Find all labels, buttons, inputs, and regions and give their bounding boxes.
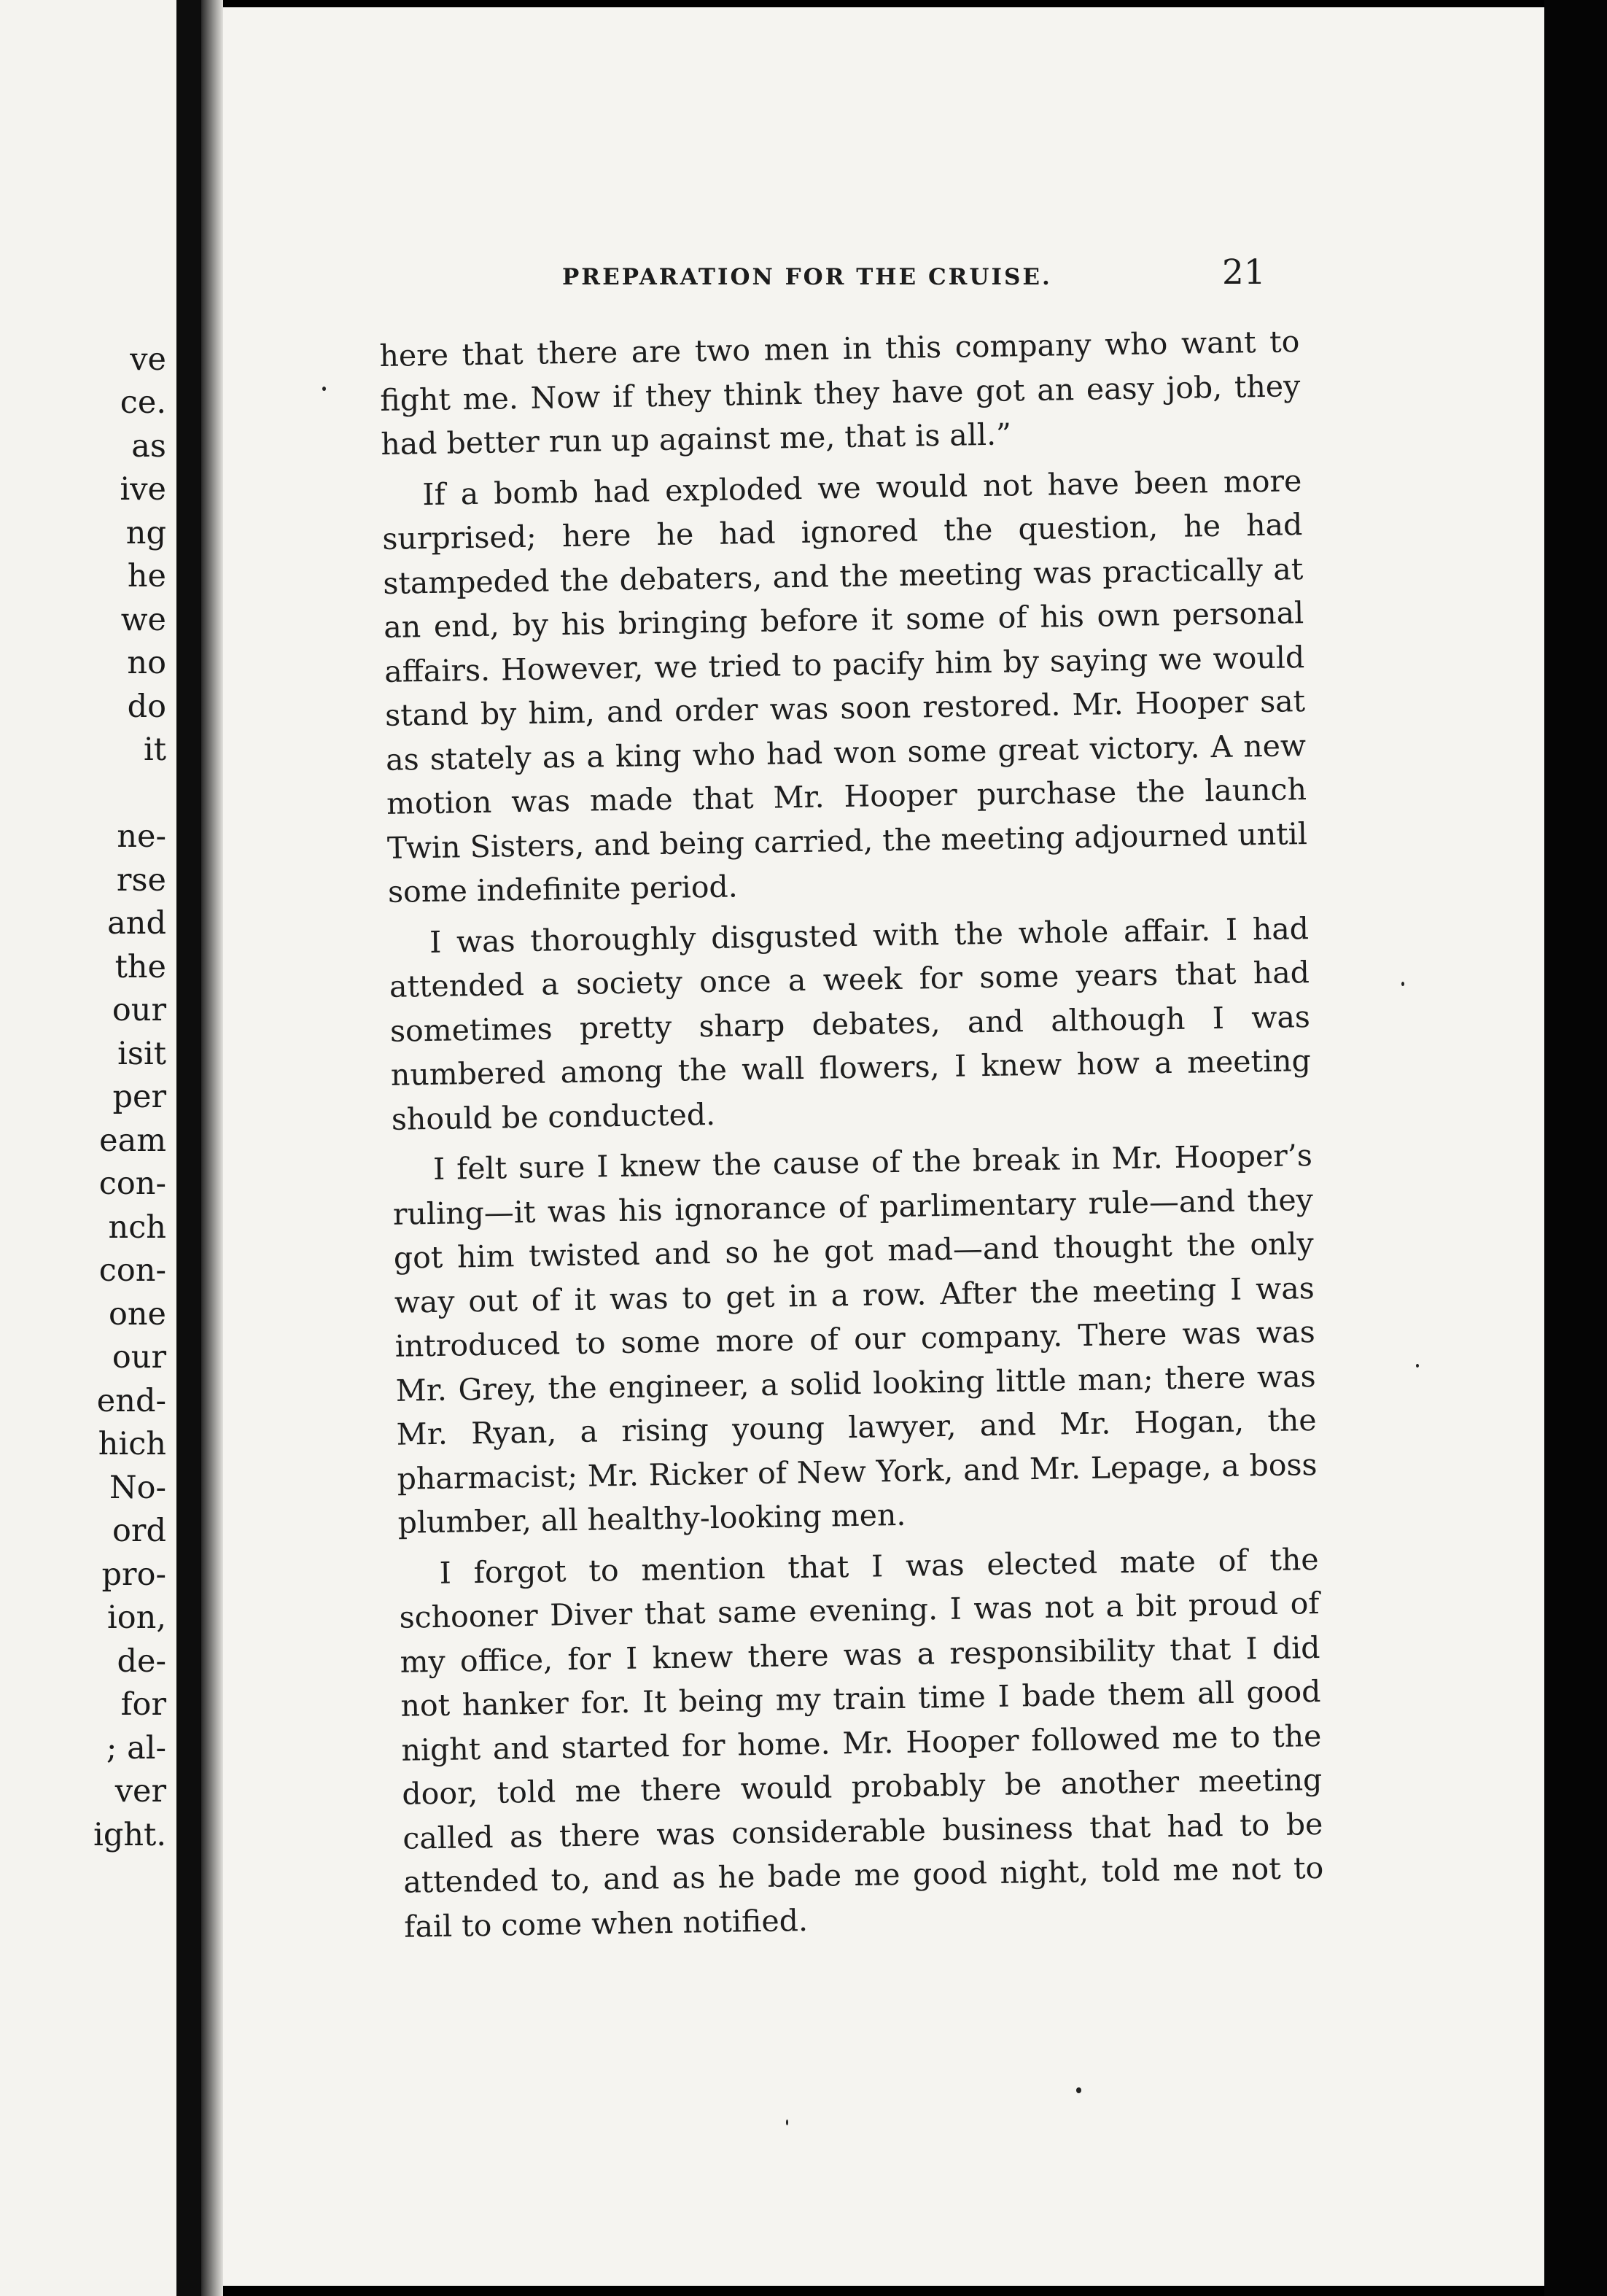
left-line-fragment: it xyxy=(143,732,166,768)
left-line-fragment: for xyxy=(120,1686,166,1723)
left-page-fragment xyxy=(0,0,176,2296)
left-line-fragment: con- xyxy=(98,1252,166,1289)
left-line-fragment: ; al- xyxy=(106,1730,166,1766)
book-page xyxy=(223,7,1544,2286)
scan-speck xyxy=(1076,2087,1081,2093)
left-line-fragment: ve xyxy=(130,341,166,378)
left-line-fragment: ion, xyxy=(106,1599,166,1636)
left-line-fragment: one xyxy=(108,1296,166,1333)
gutter-shadow xyxy=(201,0,223,2296)
left-line-fragment: and xyxy=(107,905,166,942)
left-line-fragment: as xyxy=(131,428,166,465)
paragraph: I felt sure I knew the cause of the break in Mr. Hooper’s ruling—it was his ignorance of parlimentary rule—and they got him twisted and so he got mad—and thought the only way out of it was to get in a row. After the meeting I was introduced to some more of our company. There was was Mr. Grey, the engineer, a solid looking little man; there was Mr. Ryan, a rising young lawyer, and Mr. Hogan, the pharmacist; Mr. Ricker of New York, and Mr. Lepage, a boss plumber, all healthy-looking men. xyxy=(392,1138,1318,1540)
book-gutter xyxy=(176,0,201,2296)
left-line-fragment: ord xyxy=(112,1513,166,1549)
left-line-fragment: ce. xyxy=(120,384,166,421)
left-line-fragment: do xyxy=(127,689,166,725)
paragraph: If a bomb had exploded we would not have been more surprised; here he had ignored the question, he had stampeded the debaters, and the meeting was practically at an end, by his bringing before it some of his own personal affairs. However, we tried to pacify him by saying we would stand by him, and order was soon restored. Mr. Hooper sat as stately as a king who had won some great victory. A new motion was made that Mr. Hooper purchase the launch Twin Sisters, and being carried, the meeting adjourned until some indefinite period. xyxy=(382,462,1308,910)
left-line-fragment: the xyxy=(114,949,166,985)
left-line-fragment: eam xyxy=(99,1122,166,1159)
left-line-fragment: our xyxy=(112,1339,166,1376)
paragraph: I forgot to mention that I was elected mate of the schooner Diver that same evening. I was not a bit proud of my office, for I knew there was a responsibility that I did not hanker for. It being my train time I bade them all good night and started for home. Mr. Hooper followed me to the door, told me there would probably be another meeting called as there was considerable business that had to be attended to, and as he bade me good night, told me not to fail to come when notified. xyxy=(399,1541,1324,1944)
scan-border xyxy=(1544,0,1607,2296)
left-line-fragment: No- xyxy=(109,1470,166,1506)
left-line-fragment: ng xyxy=(125,515,166,551)
left-line-fragment: ne- xyxy=(117,818,166,855)
left-line-fragment: per xyxy=(112,1079,166,1115)
left-line-fragment: hich xyxy=(98,1426,166,1462)
left-line-fragment: rse xyxy=(116,862,166,899)
running-head: PREPARATION FOR THE CRUISE. xyxy=(562,264,1052,290)
scan-speck xyxy=(1416,1364,1419,1368)
left-line-fragment: our xyxy=(112,992,166,1028)
left-line-fragment: ight. xyxy=(93,1817,166,1853)
paragraph: I was thoroughly disgusted with the whole affair. I had attended a society once a week for some years that had sometimes pretty sharp debates, and although I was numbered among the wall flowers, I knew how a meeting should be conducted. xyxy=(389,910,1312,1137)
left-line-fragment: no xyxy=(127,645,166,681)
left-line-fragment: pro- xyxy=(101,1556,166,1593)
left-line-fragment: he xyxy=(127,558,166,594)
left-line-fragment: we xyxy=(120,602,166,638)
scan-speck xyxy=(1401,982,1404,986)
paragraph: here that there are two men in this company who want to fight me. Now if they think they have got an easy job, they had better run up against me, that is all.” xyxy=(379,324,1301,462)
scan-speck xyxy=(322,387,326,391)
left-line-fragment: ver xyxy=(114,1773,166,1810)
left-line-fragment: con- xyxy=(98,1166,166,1202)
left-line-fragment: de- xyxy=(117,1643,166,1680)
left-line-fragment: isit xyxy=(117,1036,166,1072)
page-number: 21 xyxy=(1222,252,1266,292)
left-line-fragment: end- xyxy=(96,1383,166,1419)
scan-speck xyxy=(786,2119,788,2125)
left-line-fragment: ive xyxy=(120,471,166,508)
body-text xyxy=(379,319,1325,1955)
left-line-fragment: nch xyxy=(108,1209,166,1246)
